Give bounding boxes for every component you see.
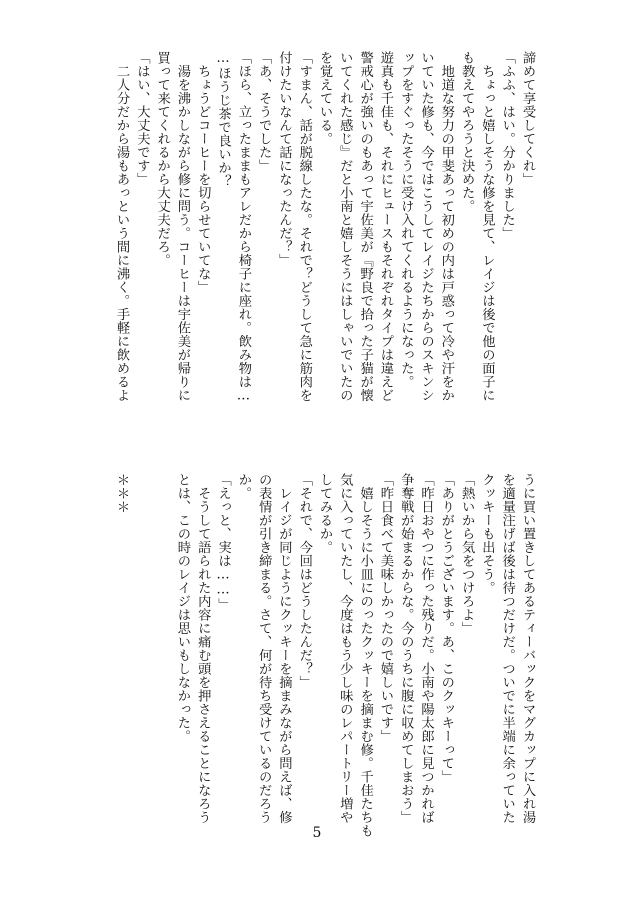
text-line: 諦めて享受してくれ」 [520, 51, 535, 186]
text-line: 「えっと、実は……」 [215, 473, 231, 612]
blank-line [151, 473, 171, 835]
text-line: いてくれた感じ』だと小南と嬉しそうにはしゃいでいたの [337, 51, 353, 402]
text-line: 「熱いから気をつけろよ」 [459, 473, 475, 635]
text-line: 「昨日食べて美味しかったので嬉しいです」 [377, 473, 393, 743]
text-line: 「ふふ、はい。分かりました」 [499, 51, 515, 240]
text-line: 「それで、今回はどうしたんだ？」 [296, 473, 312, 689]
text-line: 地道な努力の甲斐あって初めの内は戸惑って冷や汗をか [438, 51, 454, 402]
text-line: 「すまん、話が脱線したな。それで？どうして急に筋肉を [296, 51, 312, 402]
page-number: 5 [312, 825, 322, 841]
text-line: ップをすぐったそうに受け入れてくれるようになった。 [398, 51, 414, 389]
text-line: か。 [235, 473, 251, 500]
text-line: とは、この時のレイジは思いもしなかった。 [174, 473, 190, 743]
text-line: 「はい、大丈夫です」 [134, 51, 150, 186]
text-line: も教えてやろうと決めた。 [459, 51, 475, 213]
text-line: 気に入っていたし、今度はもう少し味のレパートリー増や [337, 473, 353, 824]
text-line: ちょっと嬉しそうな修を見て、レイジは後で他の面子に [479, 51, 495, 402]
text-line: 争奪戦が始まるからな。今のうちに腹に収めてしまおう」 [398, 473, 414, 824]
text-line: うに買い置きしてあるティーバックをマグカップに入れ湯 [520, 473, 535, 824]
text-line: 「ありがとうございます。あ、このクッキーって」 [438, 473, 454, 784]
text-line: …ほうじ茶で良いか？ [215, 51, 231, 188]
text-line: を適量注げば後は待つだけだ。ついでに半端に余っていた [499, 473, 515, 824]
text-line: ちょうどコーヒーを切らせていてな」 [195, 51, 211, 294]
text-line: してみるか。 [317, 473, 333, 554]
text-line: 買って来てくれるから大丈夫だろ。 [154, 51, 170, 267]
text-line: 「あ、そうでした」 [256, 51, 272, 173]
text-line: 湯を沸かしながら修に問う。コーヒーは宇佐美が帰りに [174, 51, 190, 402]
text-line: を覚えている。 [317, 51, 333, 146]
text-line: クッキーも出そう。 [479, 473, 495, 595]
text-line: そうして語られた内容に痛む頭を押さえることになろう [195, 473, 211, 824]
text-line: 嬉しそうに小皿にのったクッキーを摘まむ修。千佳たちも [357, 473, 373, 838]
scene-break-asterisks: ＊＊＊ [114, 473, 130, 514]
text-line: 遊真も千佳も、それにヒュースもそれぞれタイプは違えど [377, 51, 393, 402]
text-line: いていた修も、今ではこうしてレイジたちからのスキンシ [418, 51, 434, 402]
bottom-text-column-block [111, 473, 537, 838]
text-line: 二人分だから湯もあっという間に沸く。手軽に飲めるよ [114, 51, 130, 402]
text-line: レイジが同じようにクッキーを摘まみながら問えば、修 [276, 473, 292, 824]
text-line: 警戒心が強いのもあって宇佐美が『野良で拾った子猫が懐 [357, 51, 373, 402]
text-line: の表情が引き締まる。さて、何が待ち受けているのだろう [256, 473, 272, 824]
text-line: 「ほら、立ったままもアレだから椅子に座れ。飲み物は… [235, 51, 251, 404]
top-text-column-block [111, 51, 537, 413]
text-line: 「昨日おやつに作った残りだ。小南や陽太郎に見つかれば [418, 473, 434, 824]
blank-line [131, 473, 151, 835]
text-line: 付けたいなんて話になったんだ？」 [276, 51, 292, 267]
